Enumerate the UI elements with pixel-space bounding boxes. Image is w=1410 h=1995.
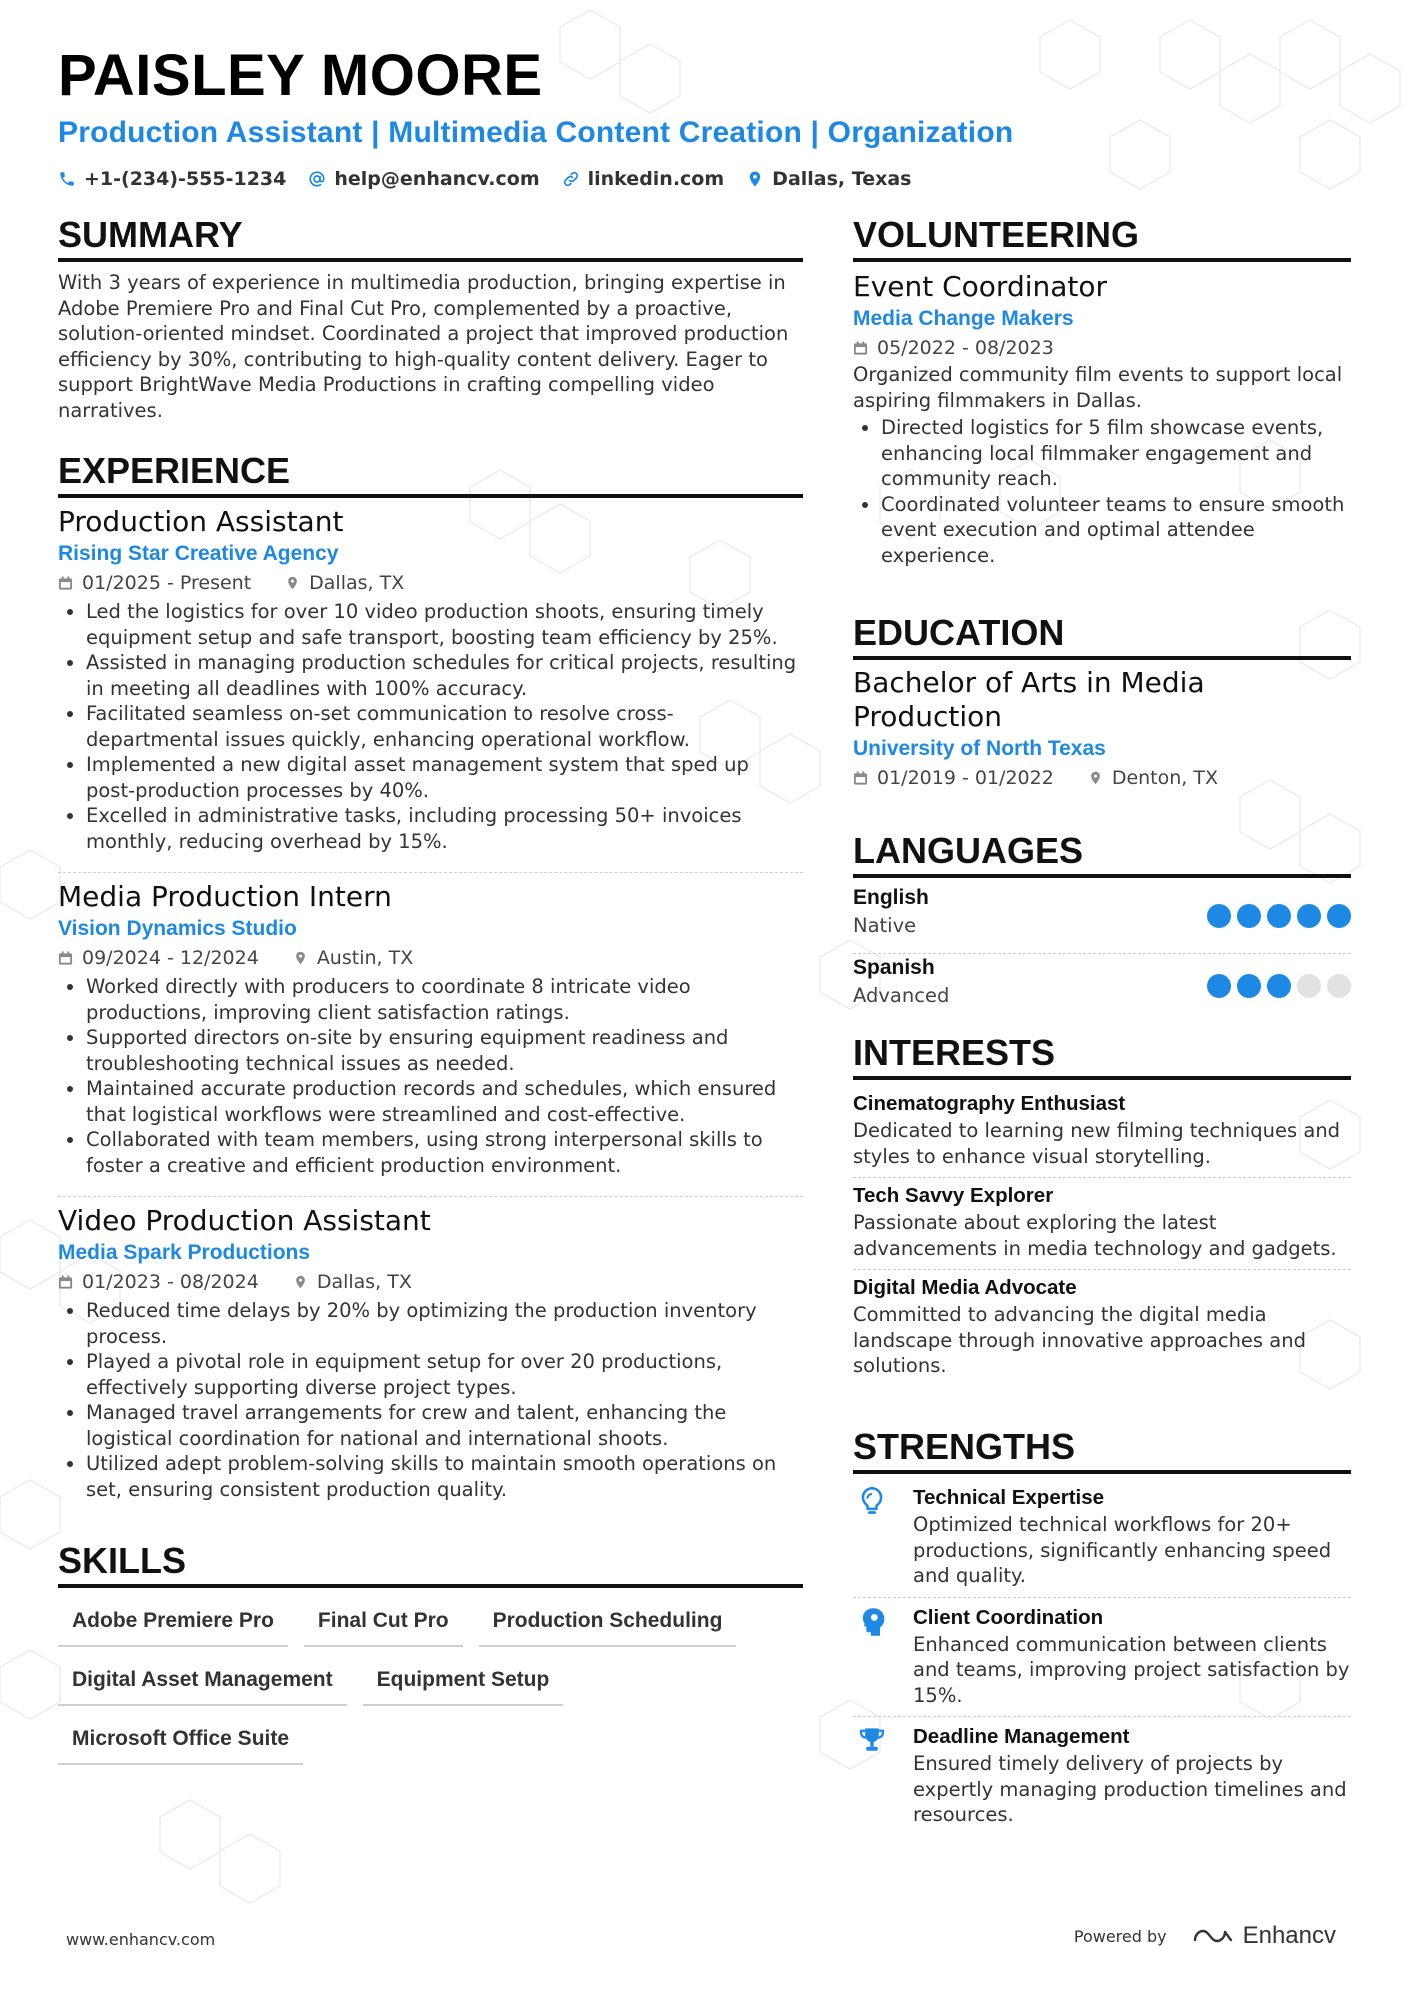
interest-title: Digital Media Advocate bbox=[853, 1276, 1077, 1299]
summary-heading: SUMMARY bbox=[58, 214, 803, 262]
calendar-icon bbox=[58, 1274, 73, 1290]
phone-icon bbox=[58, 170, 76, 188]
job-location: Dallas, TX bbox=[309, 572, 405, 594]
calendar-icon bbox=[853, 770, 868, 786]
strengths-list bbox=[853, 1478, 1351, 1836]
strength-text: Enhanced communication between clients and teams, improving project satisfaction by 15%. bbox=[913, 1632, 1350, 1707]
experience-item bbox=[58, 880, 803, 1178]
candidate-name: PAISLEY MOORE bbox=[58, 43, 543, 108]
email-text: help@enhancv.com bbox=[334, 168, 540, 190]
skill-tag: Final Cut Pro bbox=[304, 1598, 463, 1647]
job-company: Rising Star Creative Agency bbox=[58, 542, 339, 565]
location-pin-icon bbox=[293, 1274, 308, 1290]
language-rating bbox=[1207, 904, 1351, 928]
language-rating bbox=[1207, 974, 1351, 998]
language-level: Advanced bbox=[853, 984, 950, 1007]
contact-bar bbox=[58, 168, 911, 190]
interest-title: Tech Savvy Explorer bbox=[853, 1184, 1054, 1207]
phone-text: +1-(234)-555-1234 bbox=[84, 168, 287, 190]
strength-title: Technical Expertise bbox=[913, 1486, 1105, 1509]
job-bullets bbox=[58, 1298, 803, 1502]
languages-heading: LANGUAGES bbox=[853, 830, 1351, 878]
languages-list bbox=[853, 884, 1351, 1023]
lightbulb-icon bbox=[857, 1486, 887, 1518]
rating-dot-empty bbox=[1327, 974, 1351, 998]
volunteer-bullets bbox=[853, 415, 1351, 568]
skills-list bbox=[58, 1598, 803, 1775]
rating-dot-filled bbox=[1327, 904, 1351, 928]
interest-title: Cinematography Enthusiast bbox=[853, 1092, 1126, 1115]
job-role: Production Assistant bbox=[58, 505, 344, 538]
interests-list bbox=[853, 1086, 1351, 1387]
rating-dot-filled bbox=[1237, 904, 1261, 928]
job-role: Media Production Intern bbox=[58, 880, 392, 913]
skill-tag: Production Scheduling bbox=[479, 1598, 737, 1647]
language-level: Native bbox=[853, 914, 917, 937]
job-company: Vision Dynamics Studio bbox=[58, 917, 297, 940]
rating-dot-filled bbox=[1267, 974, 1291, 998]
rating-dot-empty bbox=[1297, 974, 1321, 998]
bullet: • Assisted in managing production schedules for critical projects, resulting in meeting all deadlines with 100% accuracy. bbox=[86, 650, 803, 701]
strength-text: Optimized technical workflows for 20+ productions, significantly enhancing speed and quality. bbox=[913, 1513, 1332, 1587]
strength-item bbox=[853, 1717, 1351, 1836]
skill-tag: Equipment Setup bbox=[363, 1657, 564, 1706]
bullet: • Utilized adept problem-solving skills to maintain smooth operations on set, ensuring consistent production quality. bbox=[86, 1451, 803, 1502]
strength-text: Ensured timely delivery of projects by expertly managing production timelines and resources. bbox=[913, 1752, 1347, 1826]
linkedin-text: linkedin.com bbox=[587, 168, 725, 190]
volunteering-heading: VOLUNTEERING bbox=[853, 214, 1351, 262]
volunteering-item bbox=[853, 270, 1351, 568]
volunteer-org: Media Change Makers bbox=[853, 307, 1074, 330]
education-heading: EDUCATION bbox=[853, 612, 1351, 660]
bullet: • Coordinated volunteer teams to ensure smooth event execution and optimal attendee experience. bbox=[881, 492, 1351, 569]
bullet: • Supported directors on-site by ensuring equipment readiness and troubleshooting technical issues as needed. bbox=[86, 1025, 803, 1076]
bullet: • Facilitated seamless on-set communication to resolve cross-departmental issues quickly, enhancing operational workflow. bbox=[86, 701, 803, 752]
strength-title: Deadline Management bbox=[913, 1725, 1130, 1748]
bullet: • Led the logistics for over 10 video production shoots, ensuring timely equipment setup and safe transport, boosting team efficiency by 25%. bbox=[86, 599, 803, 650]
job-location: Austin, TX bbox=[316, 947, 414, 969]
location-pin-icon bbox=[1088, 770, 1103, 786]
strength-title: Client Coordination bbox=[913, 1605, 1104, 1629]
location-pin-icon bbox=[746, 170, 764, 188]
volunteer-role: Event Coordinator bbox=[853, 270, 1108, 303]
volunteer-description: Organized community film events to support local aspiring filmmakers in Dallas. bbox=[853, 363, 1343, 412]
skill-tag: Adobe Premiere Pro bbox=[58, 1598, 288, 1647]
language-name: Spanish bbox=[853, 956, 935, 979]
divider bbox=[58, 872, 803, 873]
interests-heading: INTERESTS bbox=[853, 1032, 1351, 1080]
experience-item bbox=[58, 505, 803, 854]
language-name: English bbox=[853, 886, 929, 909]
experience-item bbox=[58, 1204, 803, 1502]
bullet: • Excelled in administrative tasks, including processing 50+ invoices monthly, reducing overhead by 15%. bbox=[86, 803, 803, 854]
summary-text: With 3 years of experience in multimedia production, bringing expertise in Adobe Premiere Pro and Final Cut Pro, complemented by a proactive, solution-oriented mindset. Coordinated a project that improved production efficiency by 30%, contributing to high-quality content delivery. Eager to support BrightWave Media Productions in crafting compelling video narratives. bbox=[58, 271, 789, 422]
linkedin-contact[interactable] bbox=[562, 168, 725, 190]
link-icon bbox=[562, 170, 580, 188]
language-item bbox=[853, 884, 1351, 954]
bullet: • Managed travel arrangements for crew and talent, enhancing the logistical coordination for national and international shoots. bbox=[86, 1400, 803, 1451]
job-dates: 01/2025 - Present bbox=[82, 572, 252, 594]
bullet: • Implemented a new digital asset management system that sped up post-production processes by 40%. bbox=[86, 752, 803, 803]
degree: Bachelor of Arts in Media Production bbox=[853, 666, 1205, 733]
job-bullets bbox=[58, 599, 803, 854]
strength-item bbox=[853, 1478, 1351, 1598]
bullet: • Worked directly with producers to coordinate 8 intricate video productions, improving client satisfaction ratings. bbox=[86, 974, 803, 1025]
strength-item bbox=[853, 1598, 1351, 1718]
skill-tag: Digital Asset Management bbox=[58, 1657, 347, 1706]
job-role: Video Production Assistant bbox=[58, 1204, 431, 1237]
calendar-icon bbox=[58, 575, 73, 591]
bullet: • Directed logistics for 5 film showcase events, enhancing local filmmaker engagement and community reach. bbox=[881, 415, 1351, 492]
job-location: Dallas, TX bbox=[316, 1271, 412, 1293]
job-dates: 09/2024 - 12/2024 bbox=[82, 947, 259, 969]
rating-dot-filled bbox=[1267, 904, 1291, 928]
trophy-icon bbox=[857, 1725, 887, 1757]
divider bbox=[58, 1196, 803, 1197]
education-dates: 01/2019 - 01/2022 bbox=[877, 767, 1054, 789]
enhancv-logo-icon bbox=[1191, 1924, 1235, 1948]
experience-heading: EXPERIENCE bbox=[58, 450, 803, 498]
location-pin-icon bbox=[293, 950, 308, 966]
interest-text: Passionate about exploring the latest advancements in media technology and gadgets. bbox=[853, 1211, 1337, 1260]
calendar-icon bbox=[853, 340, 868, 356]
location-text: Dallas, Texas bbox=[772, 168, 912, 190]
location-pin-icon bbox=[285, 575, 300, 591]
head-icon bbox=[857, 1606, 887, 1638]
bullet: • Collaborated with team members, using strong interpersonal skills to foster a creative and efficient production environment. bbox=[86, 1127, 803, 1178]
phone-contact[interactable] bbox=[58, 168, 286, 190]
interest-item bbox=[853, 1270, 1351, 1387]
at-icon bbox=[308, 170, 326, 188]
skills-heading: SKILLS bbox=[58, 1540, 803, 1588]
strengths-heading: STRENGTHS bbox=[853, 1426, 1351, 1474]
education-meta bbox=[853, 764, 1351, 792]
rating-dot-filled bbox=[1207, 974, 1231, 998]
job-dates: 01/2023 - 08/2024 bbox=[82, 1271, 259, 1293]
education-location: Denton, TX bbox=[1111, 767, 1218, 789]
rating-dot-filled bbox=[1207, 904, 1231, 928]
brand-logo[interactable] bbox=[1191, 1922, 1336, 1950]
footer-branding bbox=[1074, 1922, 1336, 1950]
brand-name: Enhancv bbox=[1242, 1922, 1336, 1949]
skill-tag: Microsoft Office Suite bbox=[58, 1716, 303, 1765]
bullet: • Reduced time delays by 20% by optimizing the production inventory process. bbox=[86, 1298, 803, 1349]
powered-by-label: Powered by bbox=[1073, 1926, 1167, 1946]
language-item bbox=[853, 954, 1351, 1023]
rating-dot-filled bbox=[1297, 904, 1321, 928]
education-item bbox=[853, 666, 1351, 792]
job-company: Media Spark Productions bbox=[58, 1241, 311, 1264]
calendar-icon bbox=[58, 950, 73, 966]
school: University of North Texas bbox=[853, 737, 1106, 760]
volunteer-meta bbox=[853, 334, 1351, 362]
job-meta bbox=[58, 1268, 803, 1296]
headline: Production Assistant | Multimedia Content Creation | Organization bbox=[58, 116, 1014, 149]
volunteer-dates: 05/2022 - 08/2023 bbox=[877, 337, 1054, 359]
rating-dot-filled bbox=[1237, 974, 1261, 998]
job-meta bbox=[58, 569, 803, 597]
bullet: • Played a pivotal role in equipment setup for over 20 productions, effectively supporting diverse project types. bbox=[86, 1349, 803, 1400]
footer-website[interactable]: www.enhancv.com bbox=[66, 1930, 216, 1949]
email-contact[interactable] bbox=[308, 168, 539, 190]
interest-item bbox=[853, 1178, 1351, 1270]
job-bullets bbox=[58, 974, 803, 1178]
location-contact bbox=[746, 168, 911, 190]
interest-item bbox=[853, 1086, 1351, 1178]
job-meta bbox=[58, 944, 803, 972]
interest-text: Committed to advancing the digital media landscape through innovative approaches and solutions. bbox=[853, 1303, 1306, 1377]
bullet: • Maintained accurate production records and schedules, which ensured that logistical workflows were streamlined and cost-effective. bbox=[86, 1076, 803, 1127]
interest-text: Dedicated to learning new filming techniques and styles to enhance visual storytelling. bbox=[853, 1119, 1341, 1168]
